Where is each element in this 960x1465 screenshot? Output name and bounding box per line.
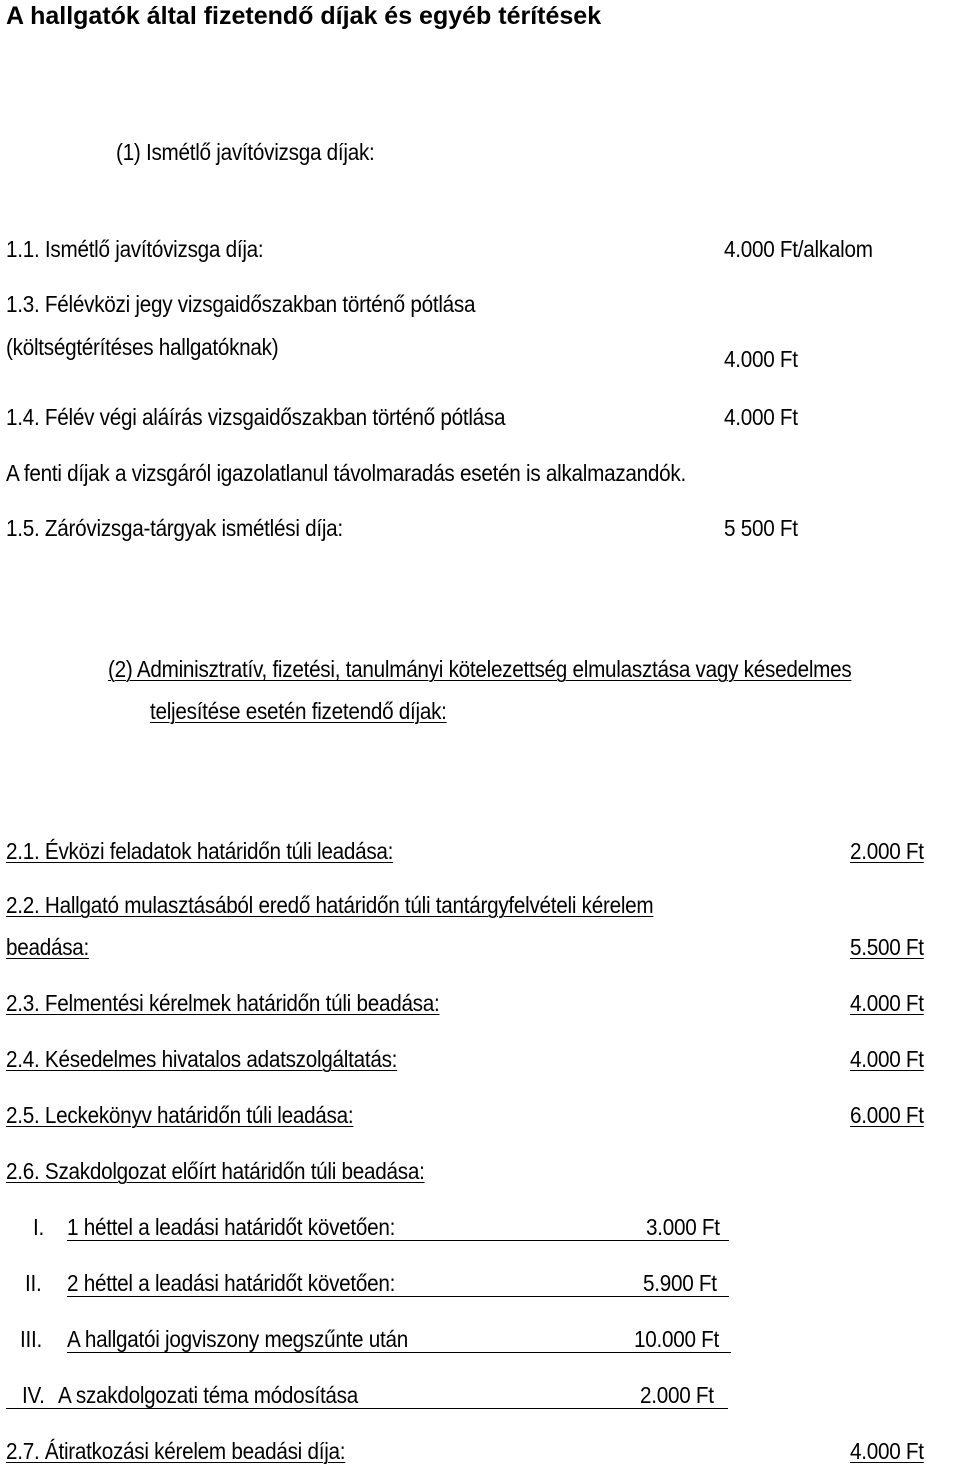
item-2-5-label: 2.5. Leckekönyv határidőn túli leadása: (6, 1102, 354, 1128)
section1-heading: (1) Ismétlő javítóvizsga díjak: (116, 139, 375, 165)
sub-item-2-amount: 5.900 Ft (643, 1270, 717, 1296)
sub-item-4-amount: 2.000 Ft (640, 1382, 714, 1408)
sub-item-1-rule (67, 1240, 729, 1241)
item-1-1-amount: 4.000 Ft/alkalom (724, 236, 873, 262)
item-2-7-label: 2.7. Átiratkozási kérelem beadási díja: (6, 1438, 346, 1464)
sub-item-4-label: A szakdolgozati téma módosítása (58, 1382, 359, 1408)
item-2-4-amount: 4.000 Ft (850, 1046, 924, 1072)
item-2-7-amount: 4.000 Ft (850, 1438, 924, 1464)
item-1-3-label-line1: 1.3. Félévközi jegy vizsgaidőszakban történő pótlása (6, 291, 476, 317)
item-2-3-label: 2.3. Felmentési kérelmek határidőn túli beadása: (6, 990, 440, 1016)
sub-item-2-number: II. (25, 1270, 42, 1296)
item-2-4-label: 2.4. Késedelmes hivatalos adatszolgáltatás: (6, 1046, 398, 1072)
fees-note: A fenti díjak a vizsgáról igazolatlanul távolmaradás esetén is alkalmazandók. (6, 460, 686, 486)
item-2-5-amount: 6.000 Ft (850, 1102, 924, 1128)
section2-heading-line2: teljesítése esetén fizetendő díjak: (150, 698, 447, 724)
item-2-1-amount: 2.000 Ft (850, 838, 924, 864)
item-1-4-label: 1.4. Félév végi aláírás vizsgaidőszakban történő pótlása (6, 404, 506, 430)
sub-item-1-label: 1 héttel a leadási határidőt követően: (67, 1214, 396, 1240)
sub-item-2-rule (67, 1296, 729, 1297)
sub-item-3-amount: 10.000 Ft (634, 1326, 720, 1352)
section2-heading-line1: (2) Adminisztratív, fizetési, tanulmányi kötelezettség elmulasztása vagy késedelmes (108, 656, 852, 682)
item-1-3-amount: 4.000 Ft (724, 346, 798, 372)
item-2-3-amount: 4.000 Ft (850, 990, 924, 1016)
sub-item-3-number: III. (20, 1326, 42, 1352)
item-2-2-label-line1: 2.2. Hallgató mulasztásából eredő határidőn túli tantárgyfelvételi kérelem (6, 892, 654, 918)
sub-item-1-amount: 3.000 Ft (646, 1214, 720, 1240)
item-2-6-label: 2.6. Szakdolgozat előírt határidőn túli beadása: (6, 1158, 425, 1184)
sub-item-4-rule (6, 1408, 728, 1409)
item-1-4-amount: 4.000 Ft (724, 404, 798, 430)
item-1-1-label: 1.1. Ismétlő javítóvizsga díja: (6, 236, 264, 262)
sub-item-4-number: IV. (22, 1382, 45, 1408)
item-1-3-label-line2: (költségtérítéses hallgatóknak) (6, 334, 279, 360)
item-1-5-amount: 5 500 Ft (724, 515, 798, 541)
sub-item-3-rule (67, 1352, 731, 1353)
sub-item-3-label: A hallgatói jogviszony megszűnte után (67, 1326, 408, 1352)
sub-item-2-label: 2 héttel a leadási határidőt követően: (67, 1270, 396, 1296)
item-2-2-amount: 5.500 Ft (850, 934, 924, 960)
item-2-1-label: 2.1. Évközi feladatok határidőn túli leadása: (6, 838, 394, 864)
item-1-5-label: 1.5. Záróvizsga-tárgyak ismétlési díja: (6, 515, 343, 541)
item-2-2-label-line2: beadása: (6, 934, 90, 960)
sub-item-1-number: I. (33, 1214, 44, 1240)
page-title: A hallgatók által fizetendő díjak és egyéb térítések (6, 2, 602, 30)
